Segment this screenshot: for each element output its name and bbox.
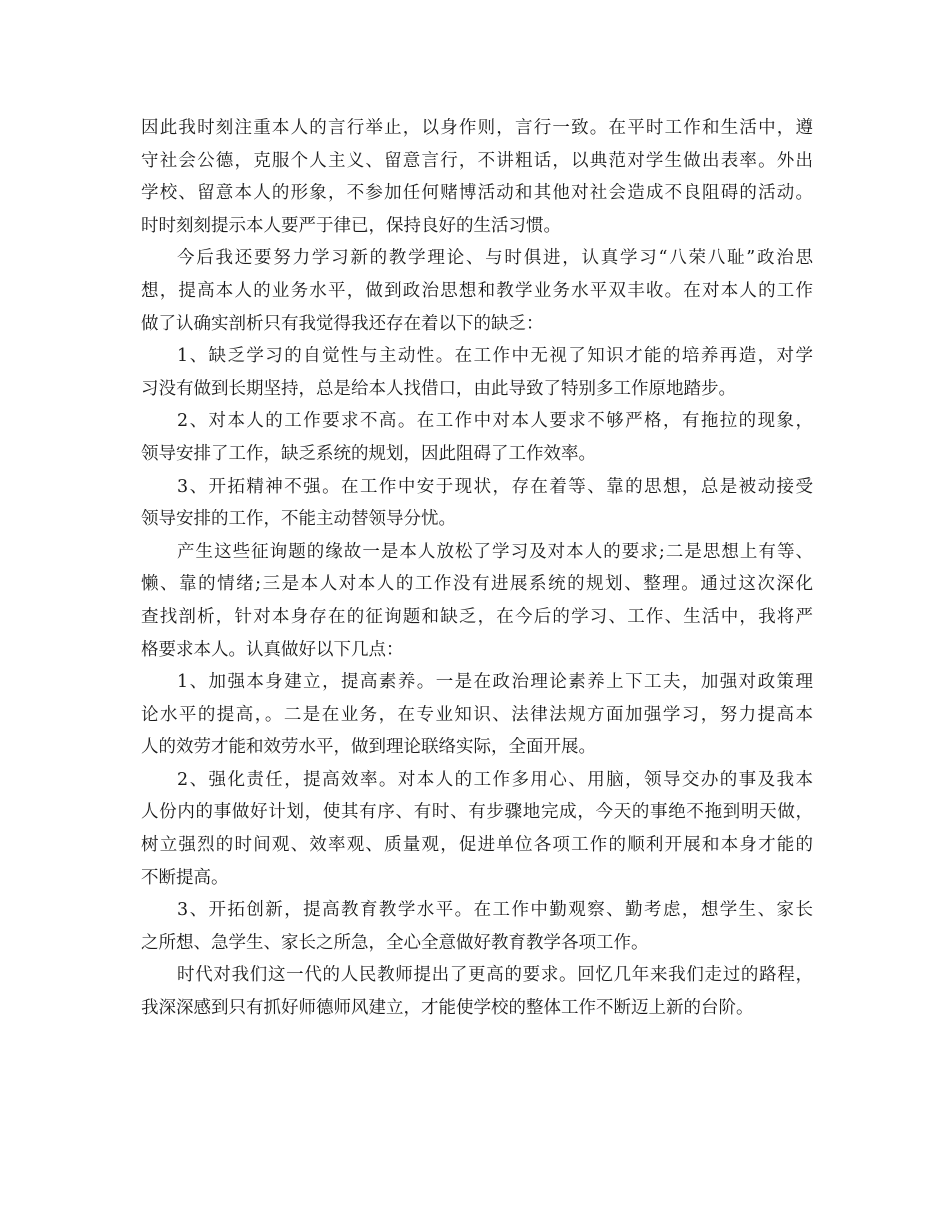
- text-line: 我深深感到只有抓好师德师风建立，才能使学校的整体工作不断迈上新的台阶。: [141, 998, 754, 1019]
- text-line: 懒、靠的情绪;三是本人对本人的工作没有进展系统的规划、整理。通过这次深化: [141, 574, 813, 595]
- text-line: 因此我时刻注重本人的言行举止，以身作则，言行一致。在平时工作和生活中，遵: [141, 118, 813, 138]
- text-line: 之所想、急学生、家长之所急，全心全意做好教育教学各项工作。: [141, 932, 649, 953]
- text-line: 1、加强本身建立，提高素养。一是在政治理论素养上下工夫，加强对政策理: [177, 672, 813, 693]
- text-line: 2、对本人的工作要求不高。在工作中对本人要求不够严格，有拖拉的现象，: [177, 411, 813, 432]
- document-body: [141, 112, 813, 1025]
- text-line: 领导安排了工作，缺乏系统的规划，因此阻碍了工作效率。: [141, 443, 596, 464]
- text-line: 查找剖析，针对本身存在的征询题和缺乏，在今后的学习、工作、生活中，我将严: [141, 606, 813, 627]
- text-line: 做了认确实剖析只有我觉得我还存在着以下的缺乏：: [141, 313, 544, 334]
- text-line: 时时刻刻提示本人要严于律已，保持良好的生活习惯。: [141, 215, 561, 236]
- text-line: 论水平的提高，。二是在业务，在专业知识、法律法规方面加强学习，努力提高本: [141, 704, 813, 725]
- text-line: 不断提高。: [141, 867, 229, 888]
- text-line: 1、缺乏学习的自觉性与主动性。在工作中无视了知识才能的培养再造，对学: [177, 346, 813, 367]
- text-line: 3、开拓精神不强。在工作中安于现状，存在着等、靠的思想，总是被动接受: [177, 476, 813, 497]
- text-line: 学校、留意本人的形象，不参加任何赌博活动和其他对社会造成不良阻碍的活动。: [141, 183, 813, 204]
- text-line: 今后我还要努力学习新的教学理论、与时俱进，认真学习“八荣八耻”政治思: [177, 248, 813, 269]
- text-line: 时代对我们这一代的人民教师提出了更高的要求。回忆几年来我们走过的路程，: [177, 965, 813, 986]
- text-line: 人份内的事做好计划，使其有序、有时、有步骤地完成，今天的事绝不拖到明天做，: [141, 802, 813, 823]
- text-line: 产生这些征询题的缘故一是本人放松了学习及对本人的要求;二是思想上有等、: [177, 541, 813, 562]
- text-line: 习没有做到长期坚持，总是给本人找借口，由此导致了特别多工作原地踏步。: [141, 378, 736, 399]
- text-line: 3、开拓创新，提高教育教学水平。在工作中勤观察、勤考虑，想学生、家长: [177, 900, 813, 921]
- text-line: 人的效劳才能和效劳水平，做到理论联络实际，全面开展。: [141, 737, 596, 758]
- text-line: 2、强化责任，提高效率。对本人的工作多用心、用脑，领导交办的事及我本: [177, 769, 813, 790]
- text-line: 领导安排的工作，不能主动替领导分忧。: [141, 509, 456, 530]
- text-line: 树立强烈的时间观、效率观、质量观，促进单位各项工作的顺利开展和本身才能的: [141, 835, 813, 856]
- text-line: 守社会公德，克服个人主义、留意言行，不讲粗话，以典范对学生做出表率。外出: [141, 150, 813, 171]
- text-line: 格要求本人。认真做好以下几点：: [141, 639, 404, 660]
- text-line: 想，提高本人的业务水平，做到政治思想和教学业务水平双丰收。在对本人的工作: [141, 280, 813, 301]
